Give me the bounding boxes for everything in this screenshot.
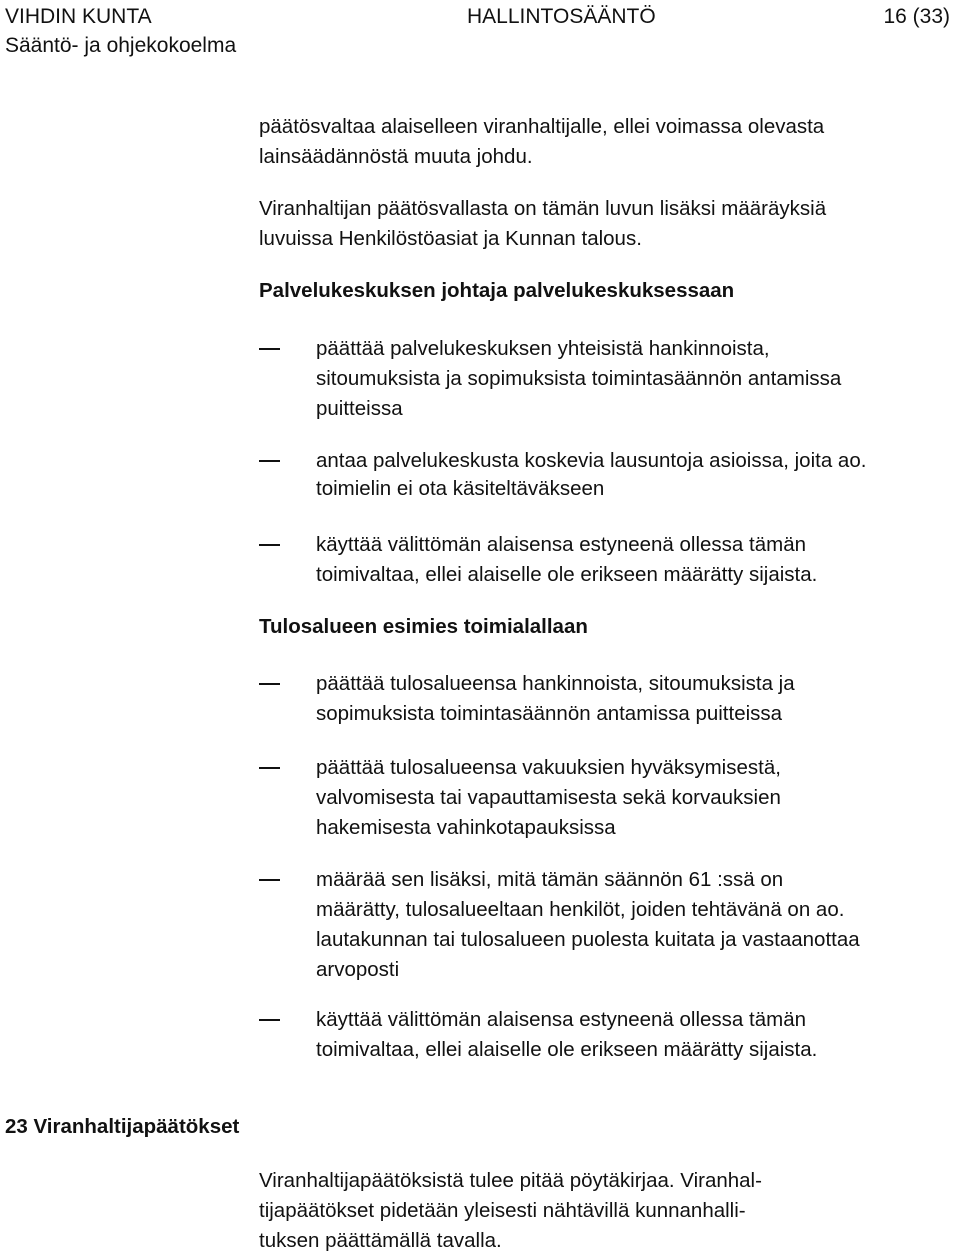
text-line: arvoposti <box>316 958 400 981</box>
section-heading-unit-head: Tulosalueen esimies toimialallaan <box>259 615 588 638</box>
section-23-body <box>259 1166 762 1256</box>
text-line: toimivaltaa, ellei alaiselle ole erikseen määrätty sijaista. <box>316 1038 818 1061</box>
dash-bullet <box>259 348 280 350</box>
text-line: käyttää välittömän alaisensa estyneenä ollessa tämän <box>316 1008 807 1031</box>
dash-bullet <box>259 879 280 881</box>
text-line: päättää palvelukeskuksen yhteisistä hankinnoista, <box>316 337 770 360</box>
text-line: puitteissa <box>316 397 403 420</box>
text-line: hakemisesta vahinkotapauksissa <box>316 816 616 839</box>
intro-paragraph-1 <box>259 112 949 172</box>
text-line: päättää tulosalueensa vakuuksien hyväksymisestä, <box>316 756 781 779</box>
dash-bullet <box>259 1019 280 1021</box>
text-line: Viranhaltijapäätöksistä tulee pitää pöytäkirjaa. Viranhal- <box>259 1169 762 1192</box>
text-line: Viranhaltijan päätösvallasta on tämän luvun lisäksi määräyksiä <box>259 197 827 220</box>
dash-bullet <box>259 683 280 685</box>
header-collection: Sääntö- ja ohjekokoelma <box>5 34 237 57</box>
text-line: lainsäädännöstä muuta johdu. <box>259 145 533 168</box>
text-line: sitoumuksista ja sopimuksista toimintasäännön antamissa <box>316 367 842 390</box>
text-line: lautakunnan tai tulosalueen puolesta kuitata ja vastaanottaa <box>316 928 860 951</box>
text-line: toimielin ei ota käsiteltäväkseen <box>316 477 605 500</box>
text-line: tuksen päättämällä tavalla. <box>259 1229 502 1252</box>
header-document-title: HALLINTOSÄÄNTÖ <box>467 5 656 28</box>
text-line: käyttää välittömän alaisensa estyneenä ollessa tämän <box>316 533 807 556</box>
text-line: sopimuksista toimintasäännön antamissa puitteissa <box>316 702 783 725</box>
text-line: valvomisesta tai vapauttamisesta sekä korvauksien <box>316 786 781 809</box>
list-item-continuation <box>316 474 960 504</box>
text-line: tijapäätökset pidetään yleisesti nähtävillä kunnanhalli- <box>259 1199 746 1222</box>
section-heading-director: Palvelukeskuksen johtaja palvelukeskuksessaan <box>259 279 735 302</box>
text-line: päättää tulosalueensa hankinnoista, sitoumuksista ja <box>316 672 795 695</box>
dash-bullet <box>259 460 280 462</box>
text-line: toimivaltaa, ellei alaiselle ole erikseen määrätty sijaista. <box>316 563 818 586</box>
text-line: määrätty, tulosalueeltaan henkilöt, joiden tehtävänä on ao. <box>316 898 845 921</box>
section-23-title: 23 Viranhaltijapäätökset <box>5 1115 240 1138</box>
text-line: antaa palvelukeskusta koskevia lausuntoja asioissa, joita ao. <box>316 449 867 472</box>
text-line: luvuissa Henkilöstöasiat ja Kunnan talous. <box>259 227 642 250</box>
header-organization: VIHDIN KUNTA <box>5 5 152 28</box>
dash-bullet <box>259 767 280 769</box>
text-line: päätösvaltaa alaiselleen viranhaltijalle, ellei voimassa olevasta <box>259 115 825 138</box>
intro-paragraph-2 <box>259 194 949 254</box>
dash-bullet <box>259 544 280 546</box>
text-line: määrää sen lisäksi, mitä tämän säännön 61 :ssä on <box>316 868 784 891</box>
header-page-indicator: 16 (33) <box>883 5 950 28</box>
